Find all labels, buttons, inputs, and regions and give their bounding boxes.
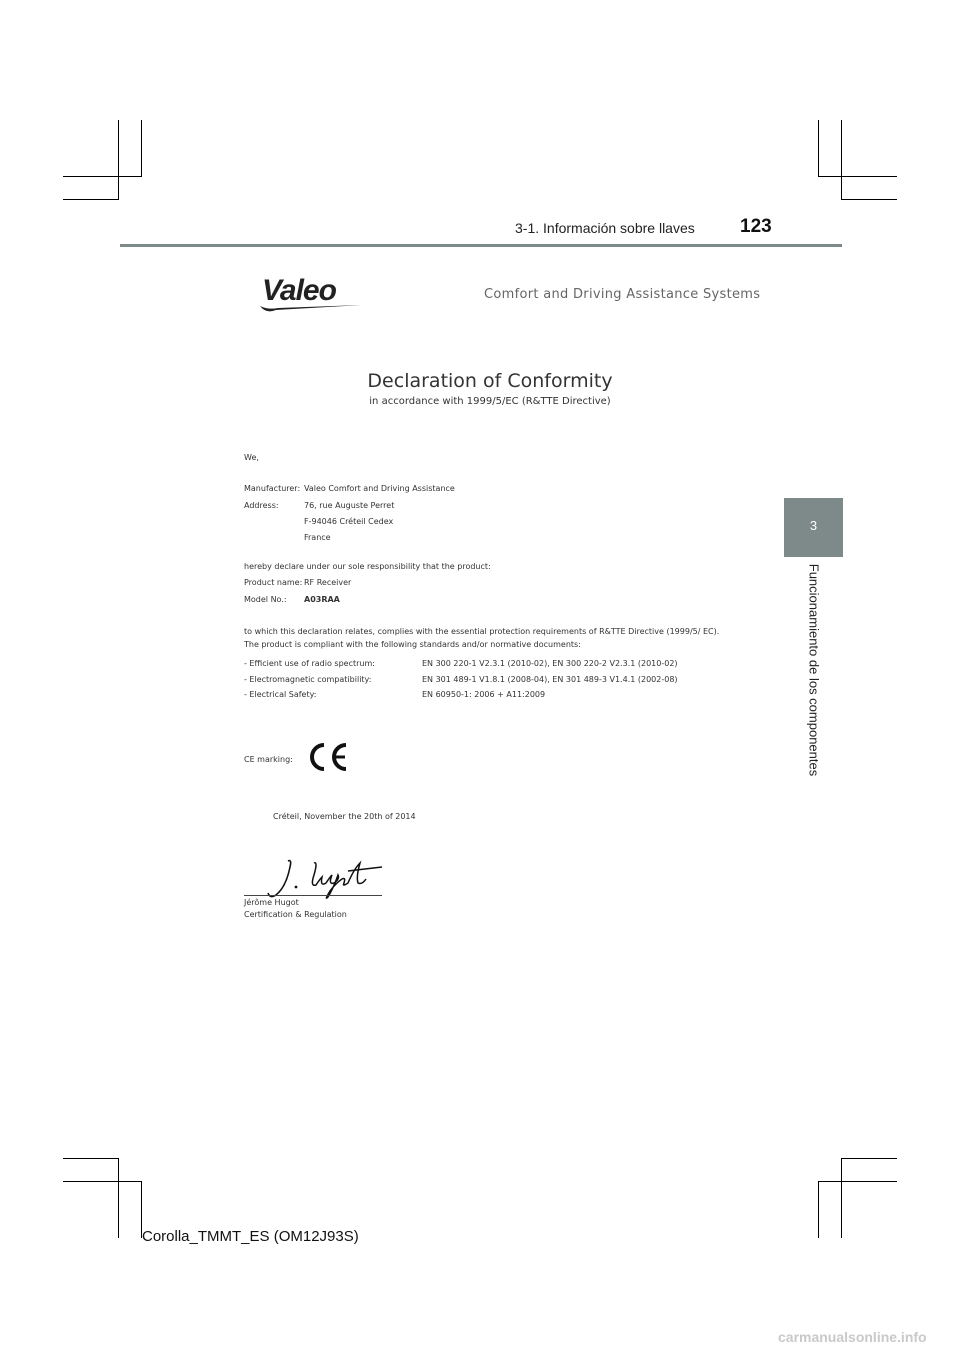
brand-tagline: Comfort and Driving Assistance Systems xyxy=(484,287,761,302)
address-line: France xyxy=(304,533,331,542)
valeo-logo-icon xyxy=(258,272,368,320)
crop-mark xyxy=(63,1181,142,1182)
declaration-title: Declaration of Conformity xyxy=(367,370,613,392)
crop-mark xyxy=(818,120,819,177)
ce-label: CE marking: xyxy=(244,755,293,764)
crop-mark xyxy=(818,1181,897,1182)
declare-text: hereby declare under our sole responsibility that the product: xyxy=(244,562,491,571)
watermark: carmanualsonline.info xyxy=(778,1329,927,1345)
chapter-tab xyxy=(784,498,843,557)
model-value: A03RAA xyxy=(304,595,340,604)
standard-item: - Electromagnetic compatibility: xyxy=(244,675,372,684)
crop-mark xyxy=(841,120,842,200)
product-name-label: Product name: xyxy=(244,578,303,587)
crop-mark xyxy=(63,176,142,177)
crop-mark xyxy=(841,199,897,200)
crop-mark xyxy=(841,1158,897,1159)
document-code: Corolla_TMMT_ES (OM12J93S) xyxy=(142,1228,359,1245)
standard-item: - Electrical Safety: xyxy=(244,690,317,699)
place-date: Créteil, November the 20th of 2014 xyxy=(273,812,416,821)
chapter-number: 3 xyxy=(809,518,818,533)
page-number: 123 xyxy=(740,216,772,237)
model-label: Model No.: xyxy=(244,595,287,604)
address-line: 76, rue Auguste Perret xyxy=(304,501,395,510)
declaration-subtitle: in accordance with 1999/5/EC (R&TTE Directive) xyxy=(369,396,611,407)
crop-mark xyxy=(818,176,897,177)
standard-item: - Efficient use of radio spectrum: xyxy=(244,659,375,668)
crop-mark xyxy=(818,1181,819,1238)
header-rule xyxy=(120,244,842,247)
standard-norm: EN 300 220-1 V2.3.1 (2010-02), EN 300 220-2 V2.3.1 (2010-02) xyxy=(422,659,678,668)
signature-line xyxy=(244,895,382,896)
address-line: F-94046 Créteil Cedex xyxy=(304,517,394,526)
address-label: Address: xyxy=(244,501,279,510)
signatory-role: Certification & Regulation xyxy=(244,910,347,919)
valeo-logo xyxy=(258,272,368,320)
crop-mark xyxy=(118,1158,119,1238)
we-text: We, xyxy=(244,453,259,462)
crop-mark xyxy=(118,120,119,200)
standard-norm: EN 60950-1: 2006 + A11:2009 xyxy=(422,690,546,699)
manufacturer-value: Valeo Comfort and Driving Assistance xyxy=(304,484,455,493)
crop-mark xyxy=(141,120,142,177)
crop-mark xyxy=(841,1158,842,1238)
chapter-label: Funcionamiento de los componentes xyxy=(806,563,822,777)
standard-norm: EN 301 489-1 V1.8.1 (2008-04), EN 301 489-3 V1.4.1 (2002-08) xyxy=(422,675,678,684)
manufacturer-label: Manufacturer: xyxy=(244,484,301,493)
crop-mark xyxy=(63,199,119,200)
compliance-text: The product is compliant with the following standards and/or normative documents: xyxy=(244,640,581,649)
product-name-value: RF Receiver xyxy=(304,578,352,587)
section-title: 3-1. Información sobre llaves xyxy=(515,220,695,236)
logo-wordmark: Valeo xyxy=(262,274,336,307)
compliance-text: to which this declaration relates, complies with the essential protection requirements of R&TTE Directive (1999/5/ EC). xyxy=(244,627,720,636)
ce-mark-icon xyxy=(305,740,351,774)
crop-mark xyxy=(63,1158,119,1159)
signatory-name: Jérôme Hugot xyxy=(244,898,299,907)
